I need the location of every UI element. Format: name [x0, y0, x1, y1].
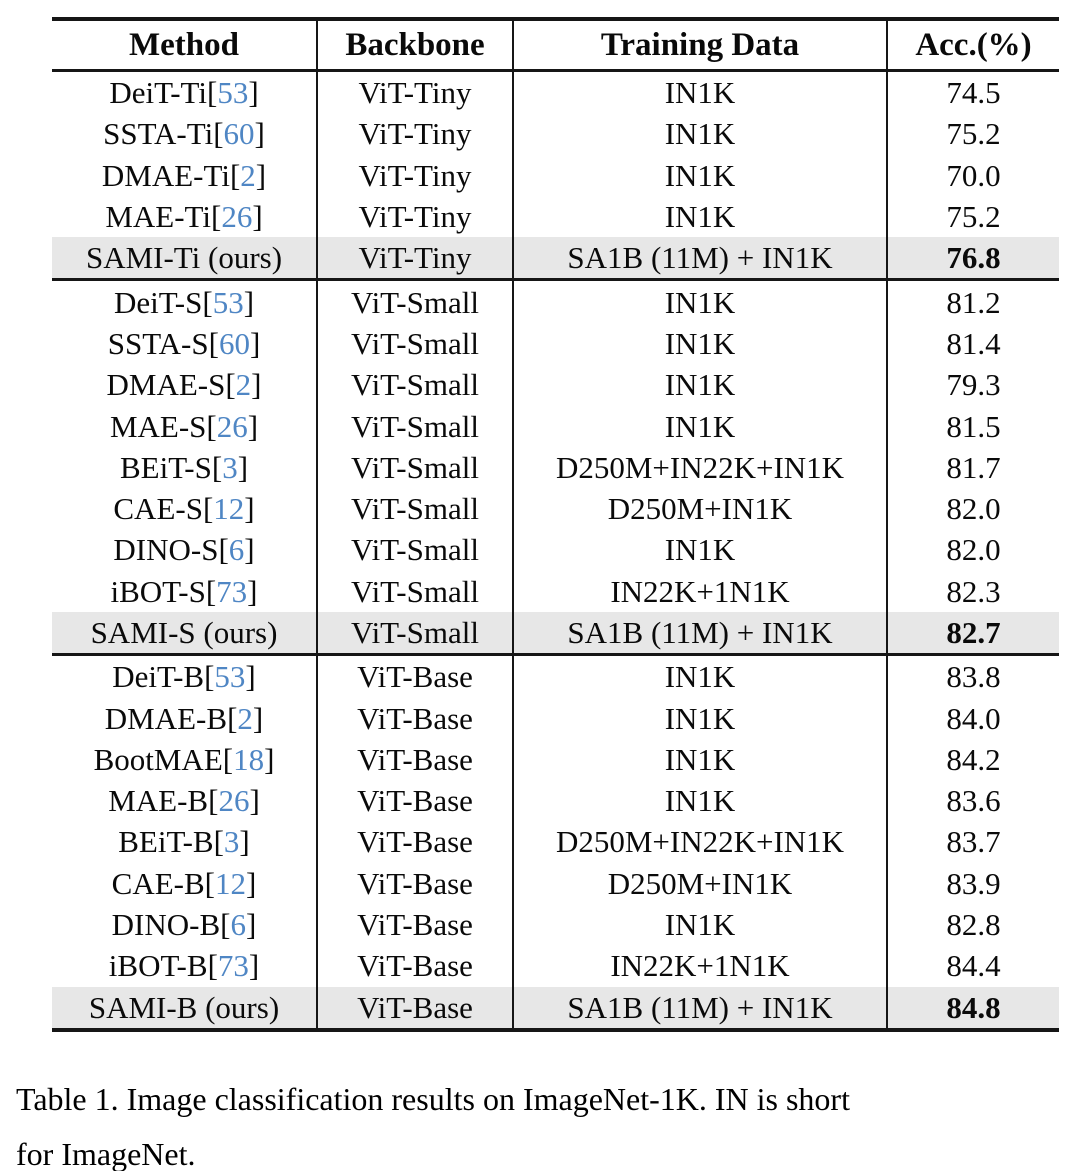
- method-cell: [52, 447, 318, 488]
- table-row: [52, 196, 1059, 237]
- citation-bracket: [: [208, 325, 219, 361]
- backbone-cell: ViT-Small: [318, 488, 514, 529]
- backbone-cell: ViT-Base: [318, 863, 514, 904]
- citation-bracket: [: [211, 199, 222, 235]
- citation-link[interactable]: 60: [223, 116, 255, 152]
- training-data-cell: SA1B (11M) + IN1K: [514, 612, 888, 653]
- table-row: [52, 72, 1059, 113]
- method-label: CAE-S: [113, 491, 203, 527]
- backbone-cell: ViT-Tiny: [318, 237, 514, 278]
- citation-bracket: ]: [244, 532, 255, 568]
- acc-cell: 84.0: [946, 700, 1001, 736]
- backbone-cell: ViT-Base: [318, 821, 514, 862]
- citation-bracket: ]: [247, 573, 258, 609]
- training-data-cell: IN1K: [514, 155, 888, 196]
- method-cell: [52, 863, 318, 904]
- training-data-cell: D250M+IN1K: [514, 863, 888, 904]
- backbone-cell: ViT-Small: [318, 529, 514, 570]
- backbone-cell: ViT-Tiny: [318, 113, 514, 154]
- citation-bracket: ]: [264, 741, 275, 777]
- citation-link[interactable]: 3: [222, 449, 238, 485]
- method-cell: [52, 612, 318, 653]
- method-cell: [52, 196, 318, 237]
- training-data-cell: IN1K: [514, 323, 888, 364]
- header-acc: Acc.(%): [915, 26, 1032, 63]
- method-cell: [52, 405, 318, 446]
- table-row: [52, 323, 1059, 364]
- method-cell: [52, 529, 318, 570]
- caption-line-1: Table 1. Image classification results on ImageNet-1K. IN is short: [16, 1081, 850, 1117]
- method-label: DMAE-Ti: [101, 157, 230, 193]
- citation-bracket: [: [220, 907, 231, 943]
- citation-link[interactable]: 60: [218, 325, 250, 361]
- citation-bracket: ]: [248, 948, 260, 984]
- backbone-cell: ViT-Base: [318, 904, 514, 945]
- citation-bracket: [: [207, 948, 218, 984]
- table-row: [52, 571, 1059, 612]
- method-cell: [52, 656, 318, 697]
- citation-bracket: ]: [252, 700, 264, 736]
- training-data-cell: IN1K: [514, 281, 888, 322]
- training-data-cell: D250M+IN22K+IN1K: [514, 821, 888, 862]
- method-label: SSTA-Ti: [103, 116, 214, 152]
- method-label: SAMI-Ti (ours): [85, 240, 283, 276]
- method-cell: [52, 697, 318, 738]
- citation-link[interactable]: 2: [240, 157, 256, 193]
- backbone-cell: ViT-Base: [318, 697, 514, 738]
- backbone-cell: ViT-Base: [318, 780, 514, 821]
- acc-cell: 82.8: [946, 907, 1001, 943]
- backbone-cell: ViT-Small: [318, 323, 514, 364]
- table-row: [52, 739, 1059, 780]
- training-data-cell: IN1K: [514, 405, 888, 446]
- method-cell: [52, 113, 318, 154]
- acc-cell: 81.2: [946, 284, 1001, 320]
- header-training-data: Training Data: [514, 21, 888, 69]
- citation-link[interactable]: 53: [212, 284, 244, 320]
- table-row: [52, 945, 1059, 986]
- citation-bracket: [: [213, 824, 224, 860]
- method-label: DINO-S: [113, 532, 219, 568]
- acc-cell: 75.2: [946, 199, 1001, 235]
- backbone-cell: ViT-Small: [318, 281, 514, 322]
- citation-bracket: [: [204, 865, 215, 901]
- table-row: [52, 612, 1059, 653]
- method-label: CAE-B: [111, 865, 205, 901]
- table-row: [52, 863, 1059, 904]
- acc-cell: 81.7: [946, 449, 1001, 485]
- method-cell: [52, 281, 318, 322]
- table-row: [52, 821, 1059, 862]
- header-method: Method: [52, 21, 318, 69]
- table-row: [52, 278, 1059, 322]
- method-label: MAE-S: [109, 408, 207, 444]
- citation-bracket: ]: [237, 449, 249, 485]
- citation-bracket: [: [213, 116, 224, 152]
- method-label: iBOT-S: [110, 573, 206, 609]
- training-data-cell: IN1K: [514, 113, 888, 154]
- citation-bracket: [: [229, 157, 241, 193]
- training-data-cell: IN1K: [514, 364, 888, 405]
- backbone-cell: ViT-Small: [318, 405, 514, 446]
- citation-link[interactable]: 6: [230, 907, 246, 943]
- citation-bracket: ]: [249, 783, 260, 819]
- table-row: [52, 155, 1059, 196]
- citation-bracket: [: [204, 659, 215, 695]
- acc-cell: 82.0: [946, 532, 1001, 568]
- training-data-cell: IN1K: [514, 697, 888, 738]
- citation-bracket: ]: [245, 659, 256, 695]
- citation-bracket: [: [208, 783, 219, 819]
- backbone-cell: ViT-Tiny: [318, 72, 514, 113]
- method-label: SSTA-S: [107, 325, 209, 361]
- table-body: [52, 72, 1059, 1028]
- table-row: [52, 447, 1059, 488]
- table-row: [52, 488, 1059, 529]
- acc-cell: 81.5: [946, 408, 1001, 444]
- citation-link[interactable]: 18: [233, 741, 265, 777]
- method-cell: [52, 945, 318, 986]
- acc-cell: 82.3: [946, 573, 1001, 609]
- acc-cell: 76.8: [888, 237, 1059, 278]
- acc-cell: 83.7: [946, 824, 1001, 860]
- method-label: DMAE-S: [106, 367, 226, 403]
- citation-link[interactable]: 26: [216, 408, 248, 444]
- training-data-cell: IN1K: [514, 780, 888, 821]
- backbone-cell: ViT-Small: [318, 447, 514, 488]
- table-row: [52, 653, 1059, 697]
- method-cell: [52, 739, 318, 780]
- citation-bracket: ]: [243, 284, 255, 320]
- training-data-cell: IN1K: [514, 656, 888, 697]
- citation-bracket: [: [222, 741, 234, 777]
- acc-cell: 83.6: [946, 783, 1001, 819]
- table-row: [52, 237, 1059, 278]
- acc-cell: 82.0: [946, 491, 1001, 527]
- citation-bracket: [: [225, 367, 236, 403]
- acc-cell: 74.5: [946, 75, 1001, 111]
- citation-bracket: [: [202, 491, 214, 527]
- training-data-cell: D250M+IN1K: [514, 488, 888, 529]
- acc-cell: 82.7: [888, 612, 1059, 653]
- citation-link[interactable]: 12: [215, 865, 246, 901]
- method-label: DeiT-S: [113, 284, 203, 320]
- table-row: [52, 364, 1059, 405]
- citation-bracket: ]: [251, 367, 262, 403]
- citation-bracket: [: [206, 75, 218, 111]
- backbone-cell: ViT-Base: [318, 656, 514, 697]
- backbone-cell: ViT-Tiny: [318, 155, 514, 196]
- citation-link[interactable]: 53: [214, 659, 246, 695]
- citation-link[interactable]: 26: [221, 199, 253, 235]
- acc-cell: 83.8: [946, 659, 1001, 695]
- citation-bracket: [: [205, 573, 217, 609]
- method-label: iBOT-B: [108, 948, 208, 984]
- backbone-cell: ViT-Tiny: [318, 196, 514, 237]
- acc-cell: 70.0: [946, 157, 1001, 193]
- citation-bracket: ]: [254, 116, 265, 152]
- citation-bracket: ]: [246, 907, 257, 943]
- table-row: [52, 987, 1059, 1028]
- citation-bracket: ]: [244, 491, 255, 527]
- header-backbone: Backbone: [318, 21, 514, 69]
- method-label: SAMI-B (ours): [88, 989, 280, 1025]
- acc-cell: 84.4: [946, 948, 1001, 984]
- backbone-cell: ViT-Small: [318, 612, 514, 653]
- training-data-cell: IN1K: [514, 529, 888, 570]
- citation-link[interactable]: 73: [217, 948, 249, 984]
- results-table: [52, 17, 1059, 1032]
- backbone-cell: ViT-Base: [318, 739, 514, 780]
- method-cell: [52, 488, 318, 529]
- caption-line-2: for ImageNet.: [16, 1136, 196, 1171]
- citation-bracket: [: [227, 700, 238, 736]
- table-caption: [16, 1072, 1072, 1171]
- acc-cell: 83.9: [946, 865, 1001, 901]
- backbone-cell: ViT-Small: [318, 571, 514, 612]
- acc-cell: 79.3: [946, 367, 1001, 403]
- training-data-cell: IN22K+1N1K: [514, 945, 888, 986]
- method-label: SAMI-S (ours): [90, 615, 278, 650]
- method-label: DINO-B: [111, 907, 221, 943]
- method-label: DMAE-B: [104, 700, 228, 736]
- table-header-row: [52, 21, 1059, 72]
- method-label: MAE-Ti: [105, 199, 211, 235]
- citation-bracket: ]: [255, 157, 267, 193]
- training-data-cell: D250M+IN22K+IN1K: [514, 447, 888, 488]
- citation-bracket: ]: [252, 199, 263, 235]
- acc-cell: 84.2: [946, 741, 1001, 777]
- table-row: [52, 529, 1059, 570]
- citation-bracket: ]: [239, 824, 250, 860]
- method-cell: [52, 323, 318, 364]
- method-cell: [52, 571, 318, 612]
- method-label: DeiT-Ti: [109, 75, 207, 111]
- method-cell: [52, 904, 318, 945]
- citation-bracket: [: [218, 532, 229, 568]
- citation-link[interactable]: 2: [235, 367, 252, 403]
- backbone-cell: ViT-Base: [318, 987, 514, 1028]
- table-row: [52, 780, 1059, 821]
- acc-cell: 81.4: [946, 325, 1001, 361]
- citation-bracket: ]: [249, 325, 261, 361]
- table-row: [52, 113, 1059, 154]
- method-cell: [52, 364, 318, 405]
- training-data-cell: IN1K: [514, 196, 888, 237]
- citation-link[interactable]: 6: [228, 532, 245, 568]
- citation-link[interactable]: 2: [237, 700, 253, 736]
- citation-link[interactable]: 12: [213, 491, 245, 527]
- training-data-cell: IN1K: [514, 72, 888, 113]
- training-data-cell: IN22K+1N1K: [514, 571, 888, 612]
- citation-bracket: [: [211, 449, 223, 485]
- method-cell: [52, 237, 318, 278]
- training-data-cell: SA1B (11M) + IN1K: [514, 987, 888, 1028]
- citation-link[interactable]: 3: [223, 824, 240, 860]
- backbone-cell: ViT-Base: [318, 945, 514, 986]
- acc-cell: 84.8: [888, 987, 1059, 1028]
- method-label: DeiT-B: [112, 659, 205, 695]
- table-row: [52, 405, 1059, 446]
- citation-link[interactable]: 26: [218, 783, 250, 819]
- training-data-cell: IN1K: [514, 904, 888, 945]
- acc-cell: 75.2: [946, 116, 1001, 152]
- method-label: BEiT-B: [118, 824, 214, 860]
- citation-link[interactable]: 73: [216, 573, 248, 609]
- method-label: BootMAE: [93, 741, 223, 777]
- citation-bracket: ]: [247, 408, 259, 444]
- method-label: BEiT-S: [119, 449, 212, 485]
- citation-link[interactable]: 53: [217, 75, 249, 111]
- training-data-cell: SA1B (11M) + IN1K: [514, 237, 888, 278]
- table-row: [52, 904, 1059, 945]
- table-row: [52, 697, 1059, 738]
- method-cell: [52, 987, 318, 1028]
- method-cell: [52, 72, 318, 113]
- citation-bracket: ]: [248, 75, 259, 111]
- training-data-cell: IN1K: [514, 739, 888, 780]
- method-cell: [52, 155, 318, 196]
- citation-bracket: [: [202, 284, 213, 320]
- backbone-cell: ViT-Small: [318, 364, 514, 405]
- method-cell: [52, 821, 318, 862]
- method-cell: [52, 780, 318, 821]
- citation-bracket: [: [206, 408, 217, 444]
- method-label: MAE-B: [108, 783, 209, 819]
- citation-bracket: ]: [246, 865, 257, 901]
